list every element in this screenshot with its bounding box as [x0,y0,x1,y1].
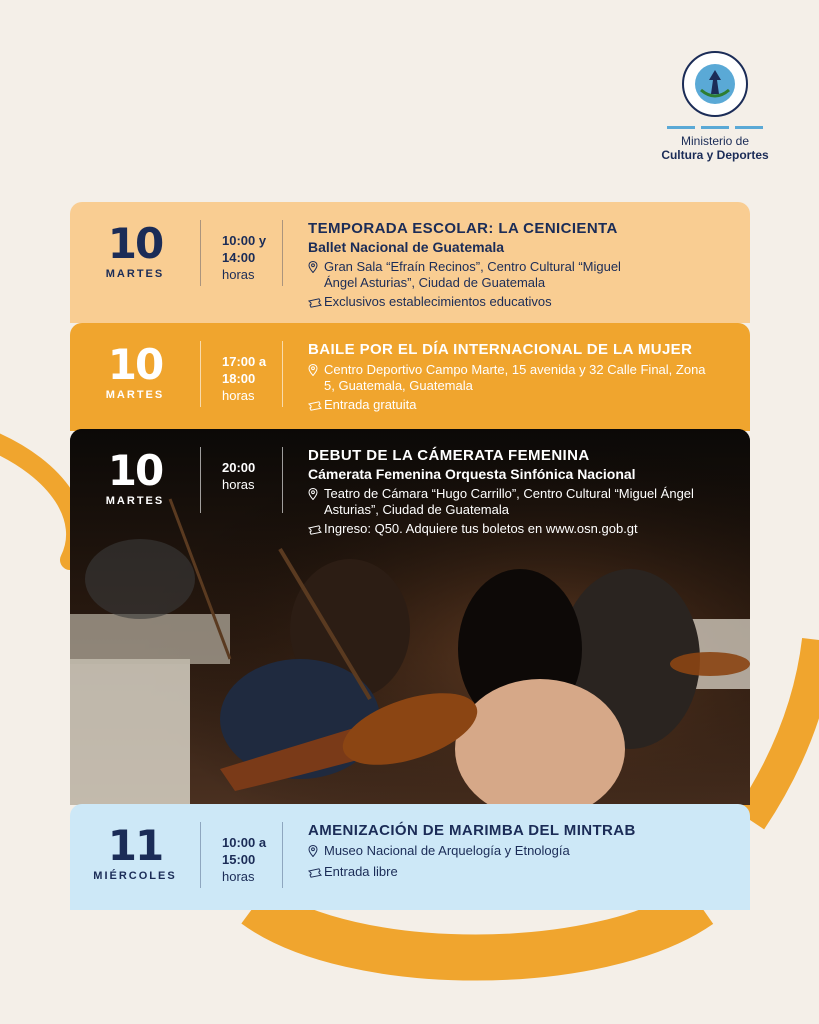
event-location: Centro Deportivo Campo Marte, 15 avenida y 32 Calle Final, Zona 5, Guatemala, Guatemala [324,362,706,393]
location-pin-icon [308,845,324,861]
event-admission: Exclusivos establecimientos educativos [324,294,552,309]
time-end: 14:00 [222,250,256,265]
event-date [70,429,200,507]
ticket-icon [308,399,324,415]
event-subtitle: Ballet Nacional de Guatemala [308,239,505,255]
event-title: AMENIZACIÓN DE MARIMBA DEL MINTRAB [308,822,636,839]
time-unit: horas [222,388,255,403]
ministry-name-line2: Cultura y Deportes [661,148,769,162]
event-card[interactable] [70,323,750,431]
event-date [70,323,200,401]
event-weekday: MARTES [105,268,165,280]
event-card[interactable] [70,202,750,323]
time-unit: horas [222,869,255,884]
event-location: Gran Sala “Efraín Recinos”, Centro Cultural “Miguel Ángel Asturias”, Ciudad de Guatemala [324,259,621,290]
divider [282,341,283,407]
event-title: BAILE POR EL DÍA INTERNACIONAL DE LA MUJER [308,341,693,358]
divider [200,822,201,888]
time-unit: horas [222,477,255,492]
time-start: 17:00 a [222,354,267,369]
time-end: 18:00 [222,371,256,386]
government-seal-icon [681,50,749,118]
event-date [70,804,200,882]
event-weekday: MARTES [105,495,165,507]
time-start: 10:00 a [222,835,267,850]
ticket-icon [308,523,324,539]
event-day: 10 [107,340,163,389]
event-date [70,202,200,280]
event-time [222,232,266,283]
location-pin-icon [308,261,324,291]
event-day: 10 [107,219,163,268]
event-title: TEMPORADA ESCOLAR: LA CENICIENTA [308,220,618,237]
divider [282,447,283,513]
divider [200,341,201,407]
divider [200,220,201,286]
ticket-icon [308,296,324,312]
ministry-logo [650,50,780,162]
event-admission: Ingreso: Q50. Adquiere tus boletos en www.osn.gob.gt [324,521,638,536]
event-card[interactable] [70,804,750,910]
divider [282,822,283,888]
divider [282,220,283,286]
event-day: 11 [107,821,163,870]
event-time [222,834,266,885]
event-weekday: MARTES [105,389,165,401]
event-subtitle: Cámerata Femenina Orquesta Sinfónica Nacional [308,466,636,482]
event-title: DEBUT DE LA CÁMERATA FEMENINA [308,447,590,464]
event-info [308,341,740,415]
time-start: 10:00 y [222,233,267,248]
ticket-icon [308,866,324,882]
time-start: 20:00 [222,460,256,475]
event-time [222,459,255,493]
logo-divider [667,126,763,129]
time-unit: horas [222,267,255,282]
location-pin-icon [308,364,324,394]
event-location: Teatro de Cámara “Hugo Carrillo”, Centro Cultural “Miguel Ángel Asturias”, Ciudad de Guatemala [324,486,694,517]
event-card[interactable] [70,429,750,805]
event-weekday: MIÉRCOLES [93,870,177,882]
event-info [308,220,740,312]
location-pin-icon [308,488,324,518]
event-admission: Entrada libre [324,864,398,879]
event-info [308,447,740,539]
event-time [222,353,266,404]
event-admission: Entrada gratuita [324,397,417,412]
ministry-name-line1: Ministerio de [680,134,750,148]
event-location: Museo Nacional de Arquelogía y Etnología [324,843,570,858]
event-info [308,822,740,882]
time-end: 15:00 [222,852,256,867]
event-day: 10 [107,446,163,495]
divider [200,447,201,513]
